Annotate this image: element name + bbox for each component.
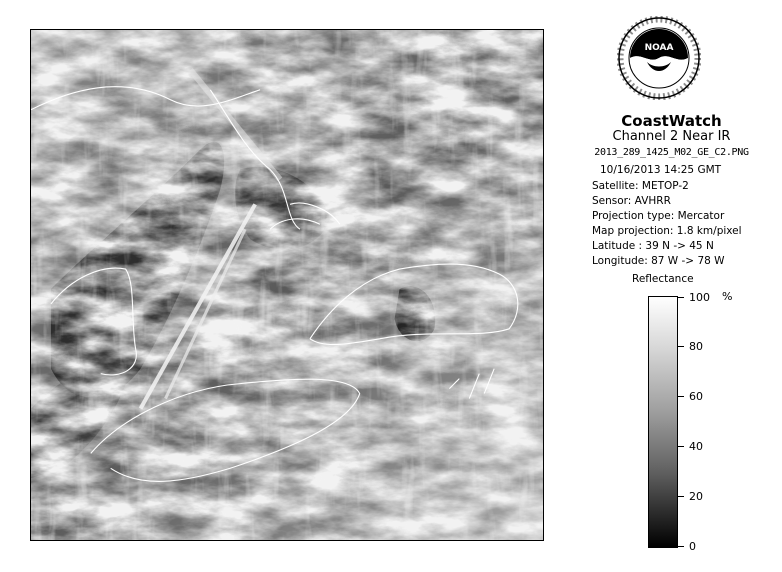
latitude-text: Latitude : 39 N -> 45 N	[592, 240, 714, 252]
colorbar-tick	[678, 546, 684, 547]
colorbar-label: Reflectance	[632, 273, 694, 285]
colorbar-tick-label: 60	[689, 390, 703, 403]
app-title: CoastWatch	[621, 112, 722, 130]
satellite-text: Satellite: METOP-2	[592, 180, 689, 192]
colorbar-legend	[648, 296, 678, 548]
colorbar-tick-label: 80	[689, 340, 703, 353]
logo-text: NOAA	[644, 43, 674, 53]
channel-name: Channel 2 Near IR	[612, 129, 731, 144]
longitude-text: Longitude: 87 W -> 78 W	[592, 255, 725, 267]
colorbar-tick-label: 100	[689, 291, 710, 304]
noaa-logo-icon	[617, 16, 701, 100]
colorbar-tick-label: 40	[689, 440, 703, 453]
colorbar-tick	[678, 446, 684, 447]
file-name: 2013_289_1425_M02_GE_C2.PNG	[594, 147, 749, 158]
colorbar-unit: %	[722, 290, 733, 303]
datetime-text: 10/16/2013 14:25 GMT	[600, 164, 722, 176]
colorbar-tick-label: 20	[689, 490, 703, 503]
colorbar-tick-label: 0	[689, 540, 696, 553]
colorbar-tick	[678, 346, 684, 347]
colorbar-tick	[678, 496, 684, 497]
sensor-text: Sensor: AVHRR	[592, 195, 671, 207]
map-projection-text: Map projection: 1.8 km/pixel	[592, 225, 742, 237]
projection-type-text: Projection type: Mercator	[592, 210, 725, 222]
satellite-image	[30, 29, 544, 541]
colorbar-tick	[678, 396, 684, 397]
colorbar-tick	[678, 297, 684, 298]
